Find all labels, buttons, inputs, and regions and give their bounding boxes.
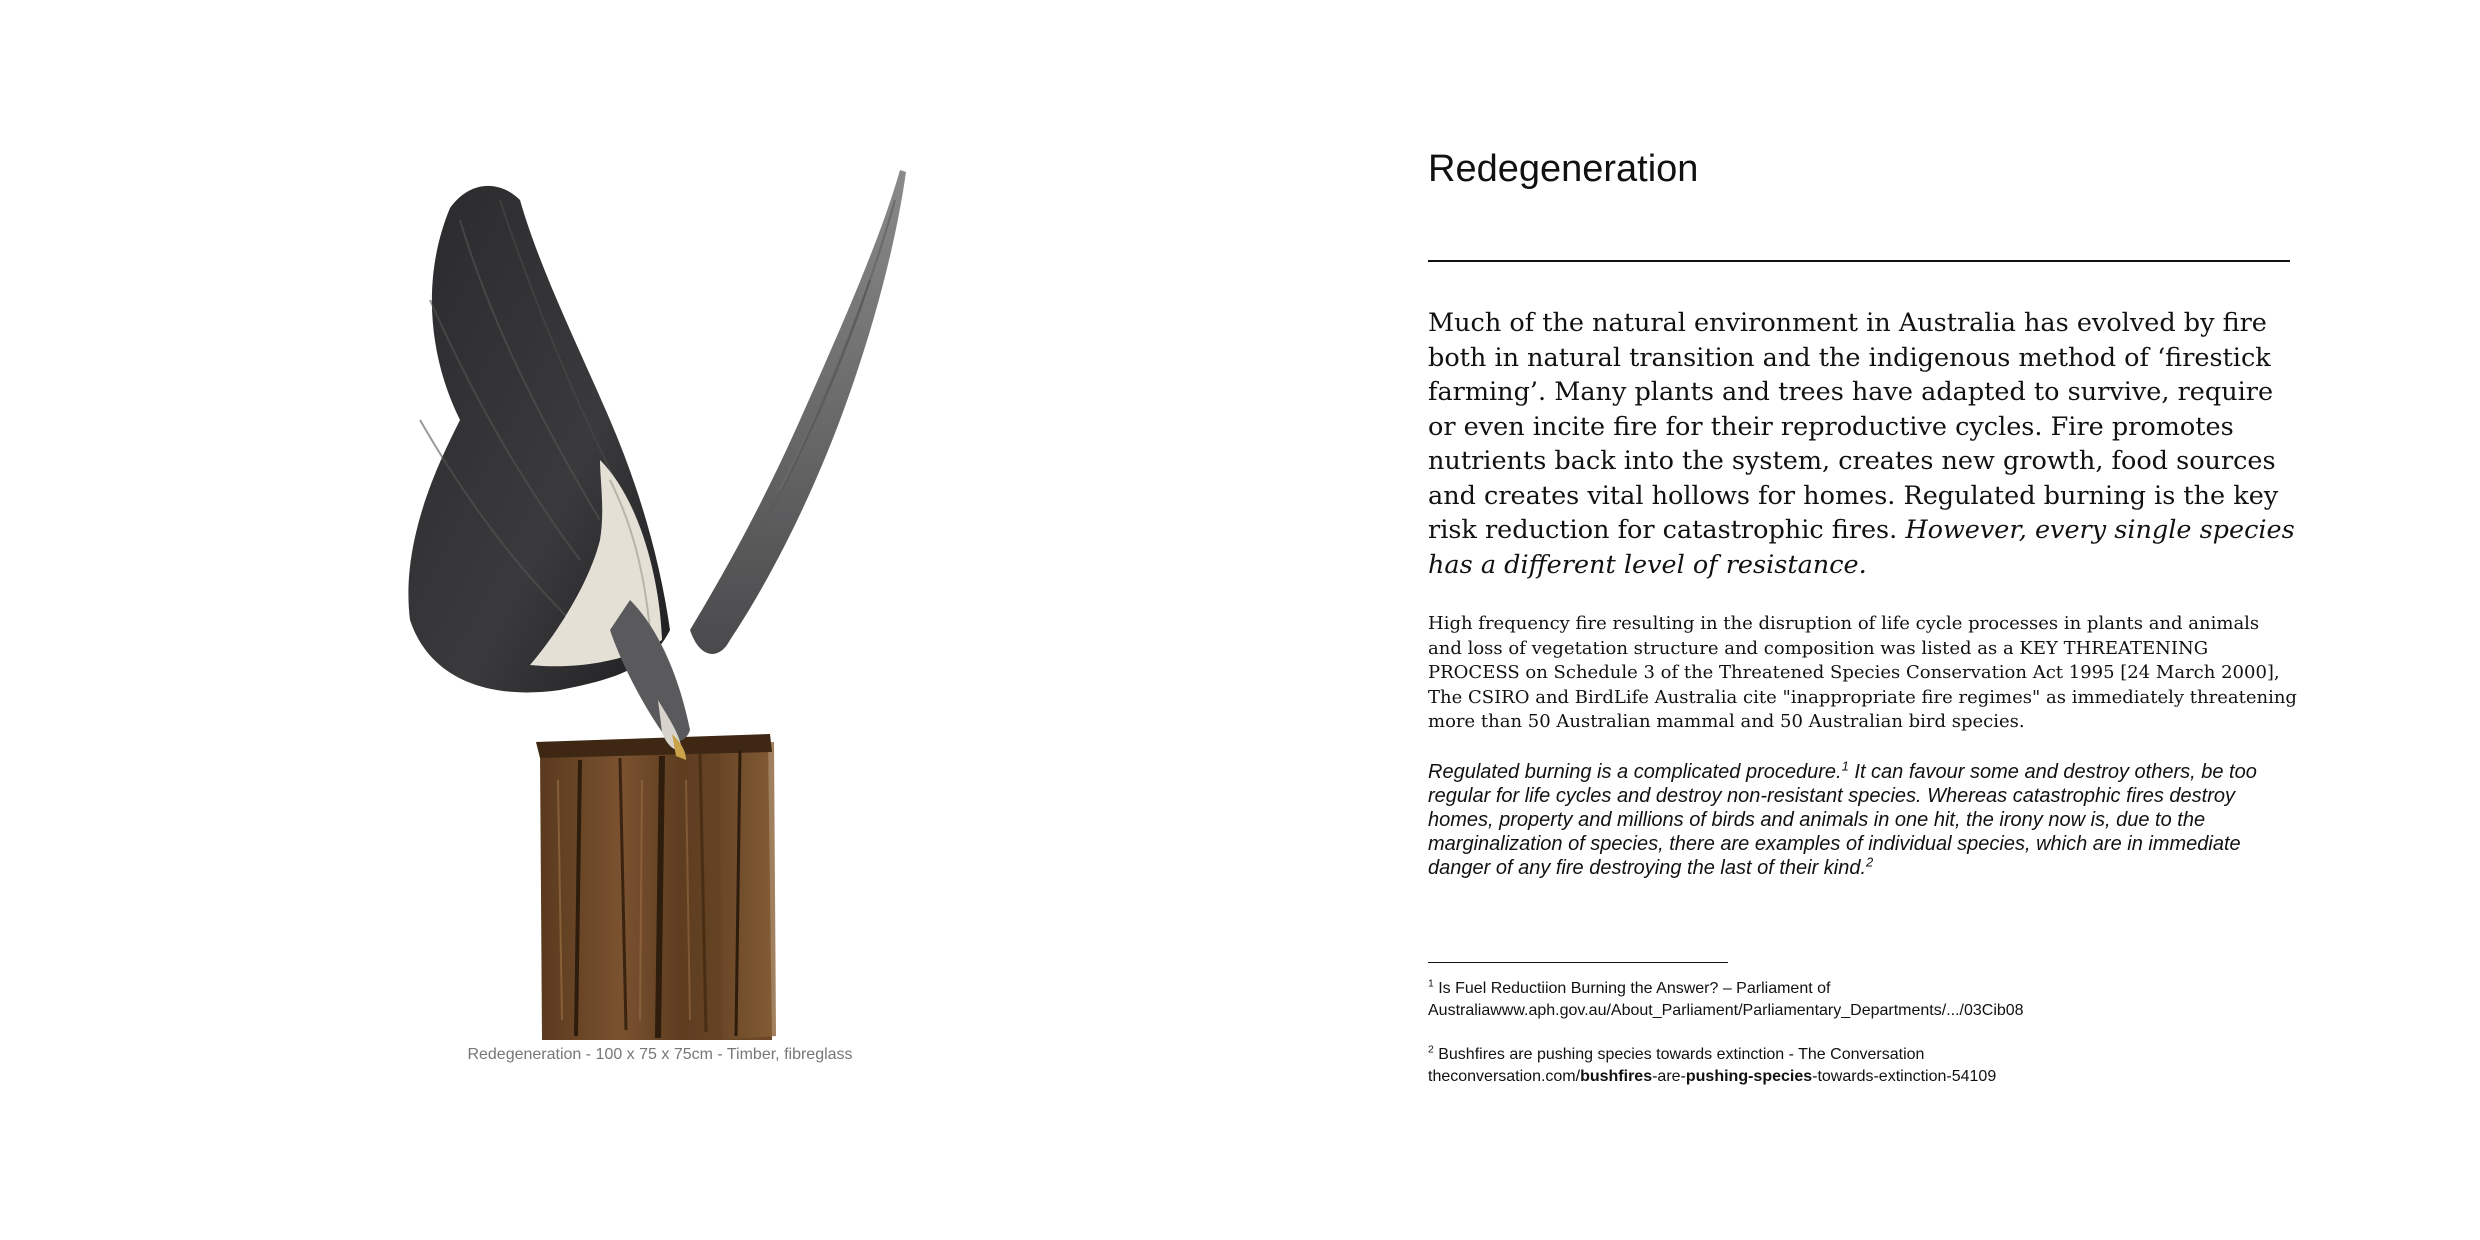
footnote-1 [1428,978,2298,1022]
url-part: -towards-extinction-54109 [1812,1068,1997,1085]
url-bold-part: pushing-species [1685,1068,1813,1085]
footnote-ref-1: 1 [1841,758,1849,774]
footnote-1-url: Australiawww.aph.gov.au/About_Parliament/Parliamentary_Departments/.../03Cib08 [1428,1002,2024,1019]
italic-paragraph [1428,760,2298,880]
footnote-2-url [1428,1066,2298,1088]
timber-block [536,734,776,1040]
page-title: Redegeneration [1428,148,1699,190]
lead-text: Much of the natural environment in Australia has evolved by fire both in natural transition and the indigenous method of ‘firestick farming’. Many plants and trees have adapted to survive, require or even incite fire for their reproductive cycles. Fire promotes nutrients back into the system, creates new growth, food sources and creates vital hollows for homes. Regulated burning is the key risk reduction for catastrophic fires. [1428,308,2279,545]
footnote-divider [1428,962,1728,963]
footnote-ref-2: 2 [1866,854,1874,870]
title-divider [1428,260,2290,262]
body-para-2: The CSIRO and BirdLife Australia cite "inappropriate fire regimes" as immediately threatening more than 50 Australian mammal and 50 Australian bird species. [1428,686,2297,732]
right-wing [690,170,906,654]
url-part: -are- [1652,1068,1686,1085]
url-bold-part: bushfires [1580,1068,1653,1085]
artwork-caption: Redegeneration - 100 x 75 x 75cm - Timber, fibreglass [467,1046,853,1063]
body-paragraph [1428,612,2298,735]
body-para-1: High frequency fire resulting in the disruption of life cycle processes in plants and animals and loss of vegetation structure and composition was listed as a KEY THREATENING PROCESS on Schedule 3 of the Threatened Species Conservation Act 1995 [24 March 2000], [1428,613,2280,683]
footnote-2-title: Bushfires are pushing species towards extinction - The Conversation [1438,1046,1925,1063]
italic-part-2: It can favour some and destroy others, be too regular for life cycles and destroy non-resistant species. Whereas catastrophic fires destroy homes, property and millions of birds and animals in one hit, the irony now is, due to the marginalization of species, there are examples of individual species, which are in immediate danger of any fire destroying the last of their kind. [1428,761,2257,879]
url-part: theconversation.com/ [1428,1068,1581,1085]
lead-paragraph [1428,306,2298,582]
artwork-image [400,160,920,1050]
lead-italic-text: However, every single species has a different level of resistance. [1428,515,2295,580]
footnote-1-number: 1 [1428,978,1434,990]
italic-part-1: Regulated burning is a complicated procedure. [1428,761,1842,783]
eagle-sculpture-illustration [400,160,920,1050]
footnote-2 [1428,1044,2298,1088]
footnote-1-title: Is Fuel Reductiion Burning the Answer? – Parliament of [1438,980,1831,997]
footnote-2-number: 2 [1428,1044,1434,1056]
